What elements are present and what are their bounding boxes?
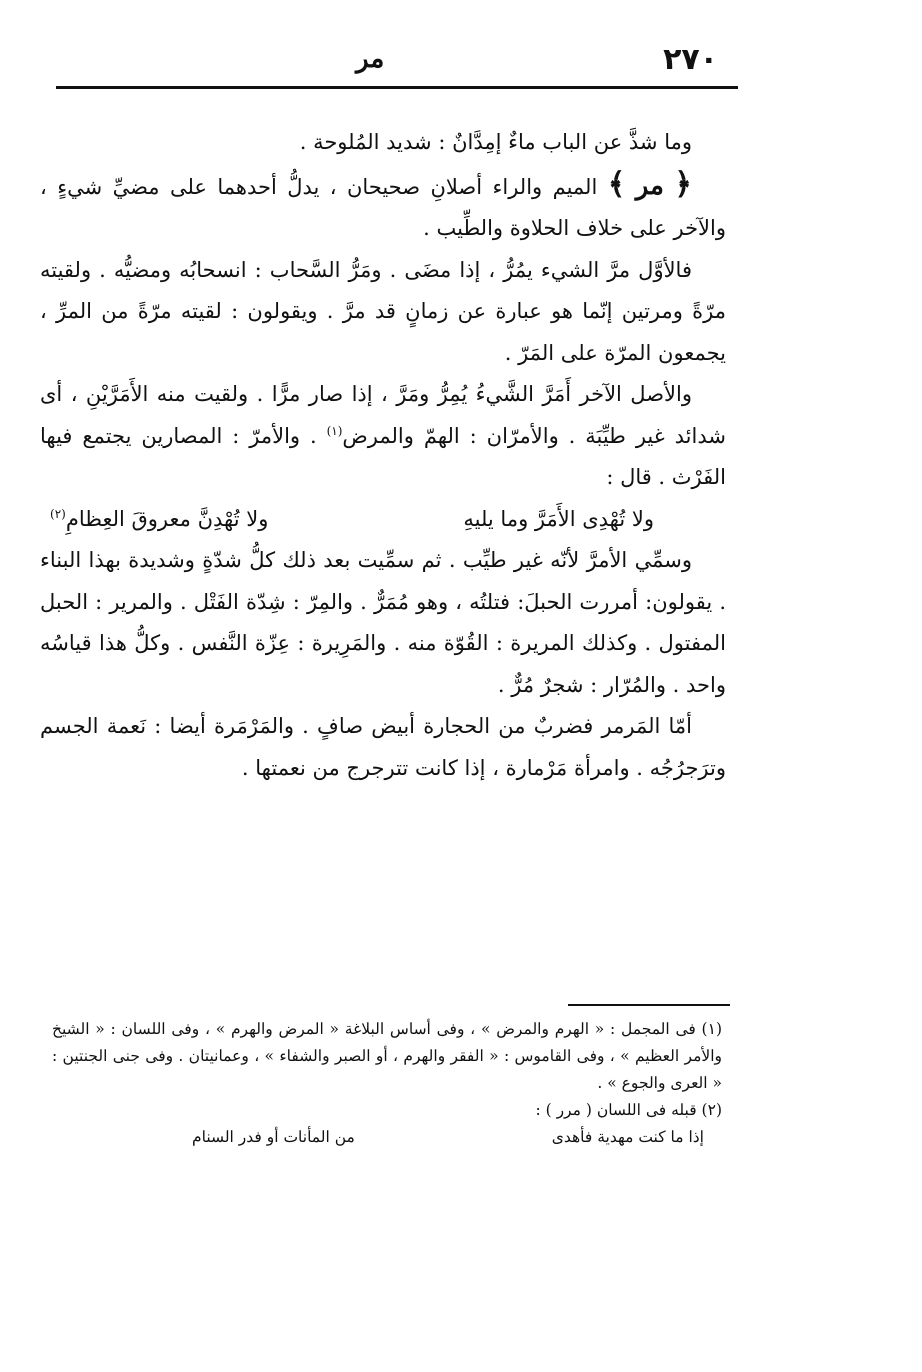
paragraph <box>40 374 726 499</box>
entry-headword: مر <box>635 170 664 201</box>
paragraph: فالأوَّل مرَّ الشيء يمُرُّ ، إذا مضَى . ومَرُّ السَّحاب : انسحابُه ومضيُّه . ولقيته مرّةً ومرتين إنّما هو عبارة عن زمانٍ قد مرَّ . ويقولون : لقيته مرّةً من المرِّ ، يجمعون المرّة على المَرّ . <box>40 257 726 365</box>
running-head: مر <box>356 44 385 74</box>
paragraph-text: . والأمرّ : المصارين يجتمع فيها الفَرْث . قال : <box>40 423 726 489</box>
footnote-verse-second: من المأنات أو فدر السنام <box>192 1128 355 1146</box>
footnote-verse-first: إذا ما كنت مهدية فأهدى <box>551 1128 704 1146</box>
footnote-marker: (٢) <box>50 506 66 521</box>
paragraph: وسمِّي الأمرَّ لأنّه غير طيِّب . ثم سمِّيت بعد ذلك كلُّ شدّةٍ وشديدة بهذا البناء . يقولون: أمررت الحبلَ: فتلتُه ، وهو مُمَرٌّ . والمِرّ : شِدّة الفَتْل . والمرير : الحبل المفتول . وكذلك المريرة : القُوّة منه . والمَرِيرة : عِزّة النَّفس . وكلُّ هذا قياسُه واحد . والمُرّار : شجرٌ مُرٌّ . <box>40 548 726 697</box>
page-number: ٢٧٠ <box>663 42 718 77</box>
entry-paragraph <box>40 164 726 250</box>
ornate-bracket-close: ﴾ <box>607 166 626 202</box>
paragraph-text: والأصل الآخر أَمَرَّ الشَّيءُ يُمِرُّ ومَرَّ ، إذا صار مرًّا . ولقيت منه الأَمَرَّيْنِ ، أى شدائد غير طيِّبَة . والأمرّان : الهمّ والمرض <box>40 382 726 448</box>
paragraph: وما شذَّ عن الباب ماءٌ إمِدَّانٌ : شديد المُلوحة . <box>299 130 692 154</box>
entry-text: الميم والراء أصلانِ صحيحان ، يدلُّ أحدهما على مضيِّ شيءٍ ، والآخر على خلاف الحلاوة والطِّيب . <box>40 174 726 240</box>
verse-text: ولا تُهْدِنَّ معروقَ العِظامِ <box>65 506 269 531</box>
footnote-verse <box>52 1124 722 1151</box>
footnote-marker: (١) <box>326 423 343 438</box>
ornate-bracket-open: ﴿ <box>674 166 692 202</box>
footnote-1: (١) فى المجمل : « الهرم والمرض » ، وفى أساس البلاغة « المرض والهرم » ، وفى اللسان : « الشيخ والأمر العظيم » ، وفى القاموس : « الفقر والهرم ، أو الصبر والشفاء » ، وعمانيتان . وفى جنى الجنتين : « العرى والجوع » . <box>52 1020 722 1092</box>
footnote-2: (٢) قبله فى اللسان ( مرر ) : <box>535 1101 722 1119</box>
verse-hemistich-second <box>50 499 268 541</box>
verse-line <box>40 499 726 541</box>
paragraph: أمّا المَرمر فضربٌ من الحجارة أبيض صافٍ . والمَرْمَرة أيضا : نَعمة الجسم وترَجرُجُه . وامرأة مَرْمارة ، إذا كانت تترجرج من نعمتها . <box>40 714 726 780</box>
footnotes <box>52 1016 722 1151</box>
header-rule <box>56 86 738 89</box>
main-text <box>40 122 726 789</box>
verse-hemistich-first: ولا تُهْدِى الأَمَرَّ وما يليهِ <box>463 506 654 531</box>
footnote-rule <box>568 1004 730 1006</box>
page-header <box>56 40 738 80</box>
